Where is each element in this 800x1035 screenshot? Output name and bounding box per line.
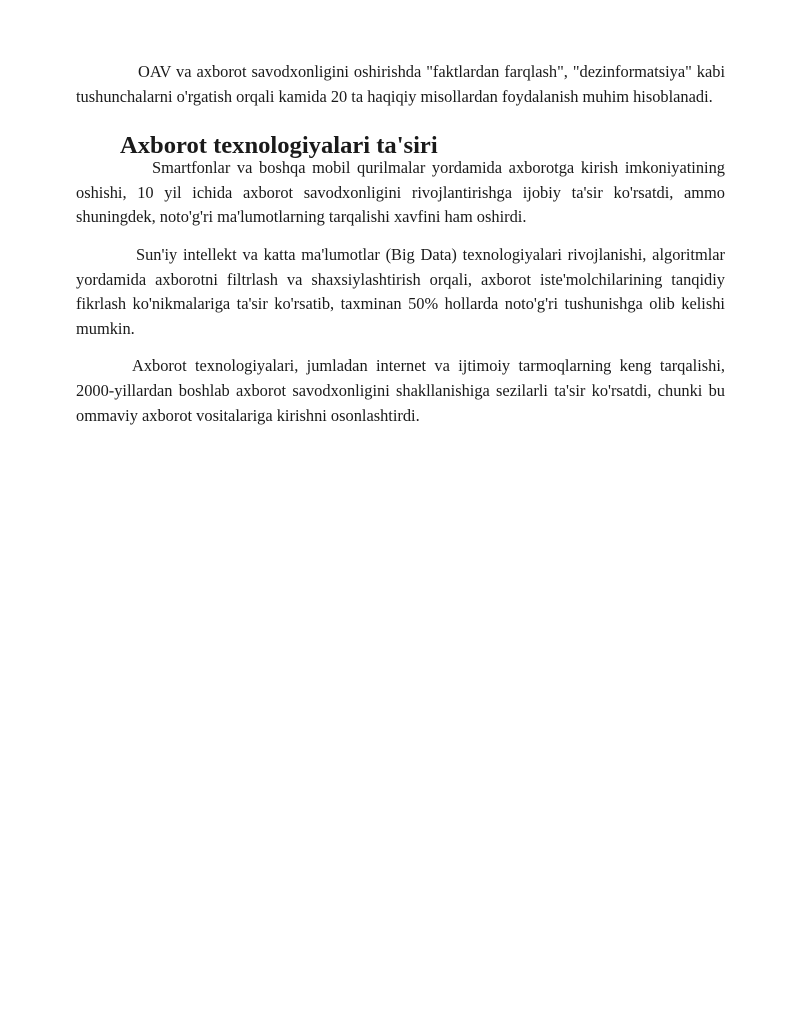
section-heading: Axborot texnologiyalari ta'siri — [120, 132, 438, 160]
paragraph-intro: OAV va axborot savodxonligini oshirishda "faktlardan farqlash", "dezinformatsiya" kabi tushunchalarni o'rgatish orqali kamida 20 ta haqiqiy misollardan foydalanish muhim hisoblanadi. — [76, 62, 725, 106]
paragraph-ai-big-data: Sun'iy intellekt va katta ma'lumotlar (Big Data) texnologiyalari rivojlanishi, algoritmlar yordamida axborotni filtrlash va shaxsiylashtirish orqali, axborot iste'molchilarining tanqidiy fikrlash ko'nikmalariga ta'sir ko'rsatib, taxminan 50% hollarda noto'g'ri tushunishga olib kelishi mumkin. — [76, 244, 725, 338]
paragraph-internet: Axborot texnologiyalari, jumladan internet va ijtimoiy tarmoqlarning keng tarqalishi, 2000-yillardan boshlab axborot savodxonligini shakllanishiga sezilarli ta'sir ko'rsatdi, chunki bu ommaviy axborot vositalariga kirishni osonlashtirdi. — [76, 356, 725, 425]
paragraph-smartphones: Smartfonlar va boshqa mobil qurilmalar yordamida axborotga kirish imkoniyatining oshishi, 10 yil ichida axborot savodxonligini rivojlantirishga ijobiy ta'sir ko'rsatdi, ammo shuningdek, noto'g'ri ma'lumotlarning tarqalishi xavfini ham oshirdi. — [76, 158, 725, 227]
document-page — [76, 60, 725, 428]
